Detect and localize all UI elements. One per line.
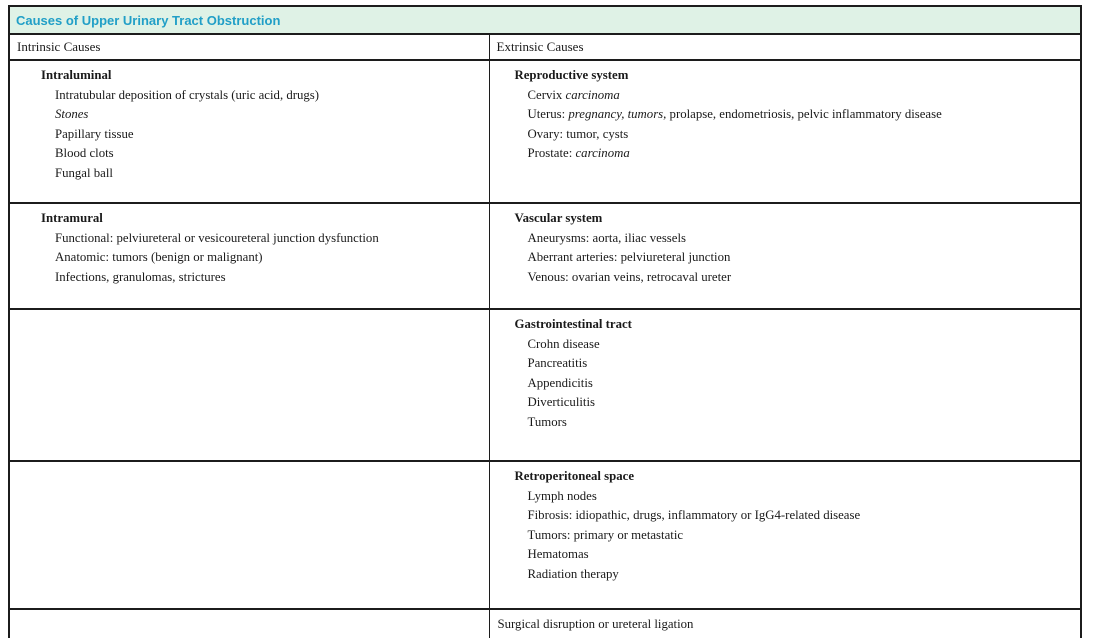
cell-extrinsic	[489, 203, 1081, 309]
cell-item: Diverticulitis	[527, 395, 596, 409]
table-title: Causes of Upper Urinary Tract Obstruction	[16, 13, 281, 28]
cell-item: Fungal ball	[55, 165, 113, 180]
cell-item: Prostate: carcinoma	[527, 146, 630, 160]
cell-heading: Vascular system	[514, 211, 603, 225]
cell-item: Functional: pelviureteral or vesicoureteral junction dysfunction	[55, 230, 379, 245]
table-title-bar	[9, 6, 1081, 34]
cell-item: Intratubular deposition of crystals (uric acid, drugs)	[55, 87, 320, 102]
column-header-intrinsic: Intrinsic Causes	[9, 34, 489, 60]
cell-intrinsic	[9, 461, 489, 609]
cell-intrinsic	[9, 60, 489, 203]
cell-extrinsic	[489, 60, 1081, 203]
cell-item: Lymph nodes	[527, 488, 597, 503]
title-row	[9, 6, 1081, 34]
cell-item: Anatomic: tumors (benign or malignant)	[55, 250, 263, 264]
cell-intrinsic	[9, 609, 489, 638]
cell-heading: Intraluminal	[41, 68, 112, 82]
cell-item: Pancreatitis	[527, 356, 588, 370]
cell-heading: Retroperitoneal space	[514, 469, 635, 483]
cell-item: Venous: ovarian veins, retrocaval ureter	[527, 269, 732, 284]
table-row	[9, 461, 1081, 609]
cell-item: Ovary: tumor, cysts	[527, 126, 629, 141]
cell-item: Tumors: primary or metastatic	[527, 527, 684, 542]
table-row	[9, 309, 1081, 461]
table-body	[9, 60, 1081, 638]
cell-item: Infections, granulomas, strictures	[55, 269, 226, 284]
cell-heading: Intramural	[41, 211, 103, 225]
cell-item: Appendicitis	[527, 375, 593, 390]
cell-extrinsic	[489, 461, 1081, 609]
cell-heading: Reproductive system	[514, 68, 629, 82]
cell-item: Aneurysms: aorta, iliac vessels	[527, 230, 686, 245]
causes-table	[8, 5, 1082, 638]
cell-item: Tumors	[527, 414, 567, 429]
cell-heading: Gastrointestinal tract	[514, 317, 632, 331]
cell-item: Hematomas	[527, 547, 589, 561]
cell-item: Crohn disease	[527, 336, 600, 351]
cell-extrinsic	[489, 309, 1081, 461]
column-header-extrinsic: Extrinsic Causes	[496, 39, 584, 54]
cell-item: Papillary tissue	[55, 126, 134, 141]
cell-item: Uterus: pregnancy, tumors, prolapse, endometriosis, pelvic inflammatory disease	[527, 107, 942, 121]
cell-intrinsic	[9, 203, 489, 309]
cell-intrinsic	[9, 309, 489, 461]
cell-item: Radiation therapy	[527, 566, 619, 581]
cell-extrinsic	[489, 609, 1081, 638]
column-header-row	[9, 34, 1081, 60]
cell-item: Blood clots	[55, 146, 114, 160]
table-row	[9, 203, 1081, 309]
cell-item: Fibrosis: idiopathic, drugs, inflammatory or IgG4-related disease	[527, 508, 861, 522]
cell-item: Aberrant arteries: pelviureteral junction	[527, 250, 731, 264]
table-row	[9, 609, 1081, 638]
table-row	[9, 60, 1081, 203]
cell-item: Stones	[55, 107, 89, 121]
cell-text: Surgical disruption or ureteral ligation	[497, 617, 694, 631]
cell-item: Cervix carcinoma	[527, 87, 620, 102]
